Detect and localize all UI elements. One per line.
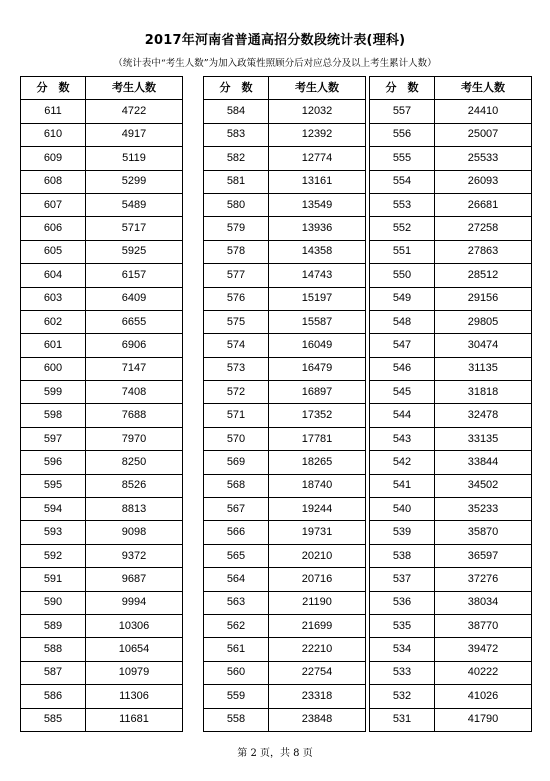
table-row: [204, 381, 366, 404]
score-cell: 599: [21, 381, 86, 404]
table-row: [204, 498, 366, 521]
table-row: [204, 193, 366, 216]
table-row: [370, 661, 532, 684]
score-cell: 592: [21, 544, 86, 567]
count-cell: 15587: [269, 310, 366, 333]
score-cell: 559: [204, 685, 269, 708]
count-cell: 17781: [269, 427, 366, 450]
count-cell: 18740: [269, 474, 366, 497]
score-cell: 555: [370, 147, 435, 170]
score-cell: 551: [370, 240, 435, 263]
count-cell: 32478: [435, 404, 532, 427]
count-cell: 35870: [435, 521, 532, 544]
score-cell: 596: [21, 451, 86, 474]
table-row: [370, 264, 532, 287]
table-row: [370, 638, 532, 661]
count-cell: 9372: [86, 544, 183, 567]
score-cell: 582: [204, 147, 269, 170]
table-row: [204, 310, 366, 333]
score-cell: 589: [21, 614, 86, 637]
header-count: 考生人数: [435, 77, 532, 100]
table-row: [370, 708, 532, 731]
count-cell: 38034: [435, 591, 532, 614]
count-cell: 41790: [435, 708, 532, 731]
count-cell: 10306: [86, 614, 183, 637]
score-cell: 576: [204, 287, 269, 310]
score-cell: 605: [21, 240, 86, 263]
score-cell: 595: [21, 474, 86, 497]
score-cell: 538: [370, 544, 435, 567]
score-cell: 553: [370, 193, 435, 216]
table-row: [21, 498, 183, 521]
score-cell: 601: [21, 334, 86, 357]
score-cell: 579: [204, 217, 269, 240]
table-row: [204, 123, 366, 146]
header-score: 分 数: [370, 77, 435, 100]
score-cell: 542: [370, 451, 435, 474]
count-cell: 27258: [435, 217, 532, 240]
table-row: [21, 334, 183, 357]
score-cell: 532: [370, 685, 435, 708]
table-row: [204, 147, 366, 170]
table-row: [21, 427, 183, 450]
score-cell: 550: [370, 264, 435, 287]
count-cell: 6906: [86, 334, 183, 357]
table-row: [204, 474, 366, 497]
score-cell: 544: [370, 404, 435, 427]
count-cell: 31818: [435, 381, 532, 404]
table-row: [204, 568, 366, 591]
table-row: [370, 474, 532, 497]
score-cell: 609: [21, 147, 86, 170]
count-cell: 16897: [269, 381, 366, 404]
count-cell: 20716: [269, 568, 366, 591]
count-cell: 36597: [435, 544, 532, 567]
count-cell: 7408: [86, 381, 183, 404]
count-cell: 26681: [435, 193, 532, 216]
count-cell: 8526: [86, 474, 183, 497]
table-row: [370, 193, 532, 216]
page-footer: 第 2 页，共 8 页: [237, 748, 313, 759]
score-cell: 581: [204, 170, 269, 193]
count-cell: 38770: [435, 614, 532, 637]
table-row: [370, 310, 532, 333]
count-cell: 23848: [269, 708, 366, 731]
table-row: [370, 685, 532, 708]
count-cell: 29805: [435, 310, 532, 333]
table-row: [204, 451, 366, 474]
score-cell: 591: [21, 568, 86, 591]
score-cell: 598: [21, 404, 86, 427]
table-row: [21, 170, 183, 193]
count-cell: 33844: [435, 451, 532, 474]
count-cell: 9994: [86, 591, 183, 614]
table-row: [21, 147, 183, 170]
count-cell: 23318: [269, 685, 366, 708]
score-cell: 580: [204, 193, 269, 216]
score-cell: 545: [370, 381, 435, 404]
table-row: [21, 404, 183, 427]
table-row: [204, 614, 366, 637]
table-row: [21, 193, 183, 216]
count-cell: 22754: [269, 661, 366, 684]
count-cell: 26093: [435, 170, 532, 193]
score-cell: 608: [21, 170, 86, 193]
score-cell: 537: [370, 568, 435, 591]
table-row: [204, 334, 366, 357]
count-cell: 4722: [86, 100, 183, 123]
score-cell: 586: [21, 685, 86, 708]
count-cell: 33135: [435, 427, 532, 450]
table-row: [370, 568, 532, 591]
score-cell: 531: [370, 708, 435, 731]
table-row: [204, 427, 366, 450]
score-cell: 566: [204, 521, 269, 544]
score-cell: 534: [370, 638, 435, 661]
score-cell: 610: [21, 123, 86, 146]
score-cell: 570: [204, 427, 269, 450]
count-cell: 37276: [435, 568, 532, 591]
table-row: [204, 638, 366, 661]
score-cell: 533: [370, 661, 435, 684]
count-cell: 13936: [269, 217, 366, 240]
score-cell: 597: [21, 427, 86, 450]
table-row: [370, 147, 532, 170]
table-row: [21, 310, 183, 333]
score-cell: 606: [21, 217, 86, 240]
table-row: [21, 591, 183, 614]
header-count: 考生人数: [86, 77, 183, 100]
count-cell: 30474: [435, 334, 532, 357]
count-cell: 20210: [269, 544, 366, 567]
count-cell: 5717: [86, 217, 183, 240]
count-cell: 19731: [269, 521, 366, 544]
score-cell: 573: [204, 357, 269, 380]
score-cell: 567: [204, 498, 269, 521]
count-cell: 21699: [269, 614, 366, 637]
count-cell: 12774: [269, 147, 366, 170]
count-cell: 6157: [86, 264, 183, 287]
count-cell: 9687: [86, 568, 183, 591]
table-row: [204, 661, 366, 684]
count-cell: 39472: [435, 638, 532, 661]
count-cell: 41026: [435, 685, 532, 708]
score-cell: 556: [370, 123, 435, 146]
count-cell: 5299: [86, 170, 183, 193]
score-cell: 593: [21, 521, 86, 544]
table-row: [204, 544, 366, 567]
score-cell: 540: [370, 498, 435, 521]
table-row: [21, 381, 183, 404]
table-row: [370, 521, 532, 544]
table-row: [204, 591, 366, 614]
table-row: [370, 427, 532, 450]
table-row: [21, 661, 183, 684]
table-row: [370, 334, 532, 357]
score-cell: 554: [370, 170, 435, 193]
table-row: [370, 451, 532, 474]
score-cell: 588: [21, 638, 86, 661]
count-cell: 6655: [86, 310, 183, 333]
table-row: [21, 100, 183, 123]
count-cell: 27863: [435, 240, 532, 263]
score-cell: 607: [21, 193, 86, 216]
score-cell: 536: [370, 591, 435, 614]
count-cell: 24410: [435, 100, 532, 123]
score-table-1: [20, 76, 183, 732]
table-row: [370, 217, 532, 240]
table-row: [370, 100, 532, 123]
count-cell: 25007: [435, 123, 532, 146]
score-cell: 571: [204, 404, 269, 427]
count-cell: 16479: [269, 357, 366, 380]
table-row: [204, 264, 366, 287]
count-cell: 35233: [435, 498, 532, 521]
table-row: [370, 123, 532, 146]
table-row: [21, 123, 183, 146]
score-cell: 611: [21, 100, 86, 123]
count-cell: 14358: [269, 240, 366, 263]
table-row: [21, 685, 183, 708]
score-cell: 574: [204, 334, 269, 357]
score-cell: 552: [370, 217, 435, 240]
table-row: [370, 614, 532, 637]
count-cell: 5119: [86, 147, 183, 170]
header-count: 考生人数: [269, 77, 366, 100]
table-row: [370, 498, 532, 521]
count-cell: 12032: [269, 100, 366, 123]
score-cell: 543: [370, 427, 435, 450]
table-row: [21, 357, 183, 380]
count-cell: 29156: [435, 287, 532, 310]
score-cell: 568: [204, 474, 269, 497]
score-cell: 577: [204, 264, 269, 287]
score-cell: 548: [370, 310, 435, 333]
score-cell: 594: [21, 498, 86, 521]
table-row: [21, 614, 183, 637]
count-cell: 13549: [269, 193, 366, 216]
score-cell: 564: [204, 568, 269, 591]
table-row: [21, 264, 183, 287]
score-table-3: [369, 76, 532, 732]
score-cell: 535: [370, 614, 435, 637]
count-cell: 8250: [86, 451, 183, 474]
table-row: [204, 240, 366, 263]
count-cell: 28512: [435, 264, 532, 287]
score-cell: 572: [204, 381, 269, 404]
score-cell: 602: [21, 310, 86, 333]
count-cell: 5925: [86, 240, 183, 263]
count-cell: 15197: [269, 287, 366, 310]
table-row: [21, 217, 183, 240]
count-cell: 17352: [269, 404, 366, 427]
table-row: [21, 708, 183, 731]
table-row: [21, 240, 183, 263]
table-row: [370, 381, 532, 404]
count-cell: 4917: [86, 123, 183, 146]
table-row: [21, 287, 183, 310]
count-cell: 11306: [86, 685, 183, 708]
table-row: [370, 170, 532, 193]
table-row: [370, 404, 532, 427]
count-cell: 19244: [269, 498, 366, 521]
count-cell: 34502: [435, 474, 532, 497]
count-cell: 40222: [435, 661, 532, 684]
table-row: [204, 217, 366, 240]
table-row: [370, 544, 532, 567]
score-cell: 561: [204, 638, 269, 661]
count-cell: 16049: [269, 334, 366, 357]
score-cell: 565: [204, 544, 269, 567]
score-cell: 560: [204, 661, 269, 684]
score-cell: 604: [21, 264, 86, 287]
table-row: [21, 568, 183, 591]
count-cell: 7970: [86, 427, 183, 450]
count-cell: 22210: [269, 638, 366, 661]
score-cell: 583: [204, 123, 269, 146]
table-row: [370, 240, 532, 263]
score-cell: 541: [370, 474, 435, 497]
count-cell: 18265: [269, 451, 366, 474]
score-cell: 557: [370, 100, 435, 123]
count-cell: 7688: [86, 404, 183, 427]
table-row: [21, 544, 183, 567]
count-cell: 6409: [86, 287, 183, 310]
count-cell: 31135: [435, 357, 532, 380]
score-cell: 584: [204, 100, 269, 123]
score-table-2: [203, 76, 366, 732]
score-cell: 603: [21, 287, 86, 310]
table-row: [370, 357, 532, 380]
document-subtitle: （统计表中“考生人数”为加入政策性照顾分后对应总分及以上考生累计人数）: [113, 58, 437, 69]
table-row: [21, 474, 183, 497]
count-cell: 11681: [86, 708, 183, 731]
score-cell: 587: [21, 661, 86, 684]
count-cell: 21190: [269, 591, 366, 614]
count-cell: 7147: [86, 357, 183, 380]
table-row: [370, 287, 532, 310]
count-cell: 10979: [86, 661, 183, 684]
score-cell: 549: [370, 287, 435, 310]
score-cell: 563: [204, 591, 269, 614]
table-row: [204, 685, 366, 708]
table-row: [204, 287, 366, 310]
header-score: 分 数: [204, 77, 269, 100]
score-cell: 590: [21, 591, 86, 614]
score-cell: 558: [204, 708, 269, 731]
count-cell: 14743: [269, 264, 366, 287]
document-title: 2017年河南省普通高招分数段统计表(理科): [144, 33, 406, 48]
table-row: [204, 357, 366, 380]
header-score: 分 数: [21, 77, 86, 100]
score-cell: 539: [370, 521, 435, 544]
score-cell: 547: [370, 334, 435, 357]
table-row: [21, 638, 183, 661]
table-row: [204, 100, 366, 123]
count-cell: 8813: [86, 498, 183, 521]
score-cell: 562: [204, 614, 269, 637]
table-row: [204, 170, 366, 193]
score-cell: 600: [21, 357, 86, 380]
table-row: [204, 708, 366, 731]
table-row: [204, 404, 366, 427]
score-cell: 575: [204, 310, 269, 333]
table-row: [21, 521, 183, 544]
count-cell: 25533: [435, 147, 532, 170]
score-cell: 569: [204, 451, 269, 474]
count-cell: 10654: [86, 638, 183, 661]
table-row: [21, 451, 183, 474]
count-cell: 12392: [269, 123, 366, 146]
score-cell: 585: [21, 708, 86, 731]
score-cell: 578: [204, 240, 269, 263]
table-row: [204, 521, 366, 544]
count-cell: 5489: [86, 193, 183, 216]
count-cell: 13161: [269, 170, 366, 193]
score-cell: 546: [370, 357, 435, 380]
table-row: [370, 591, 532, 614]
count-cell: 9098: [86, 521, 183, 544]
